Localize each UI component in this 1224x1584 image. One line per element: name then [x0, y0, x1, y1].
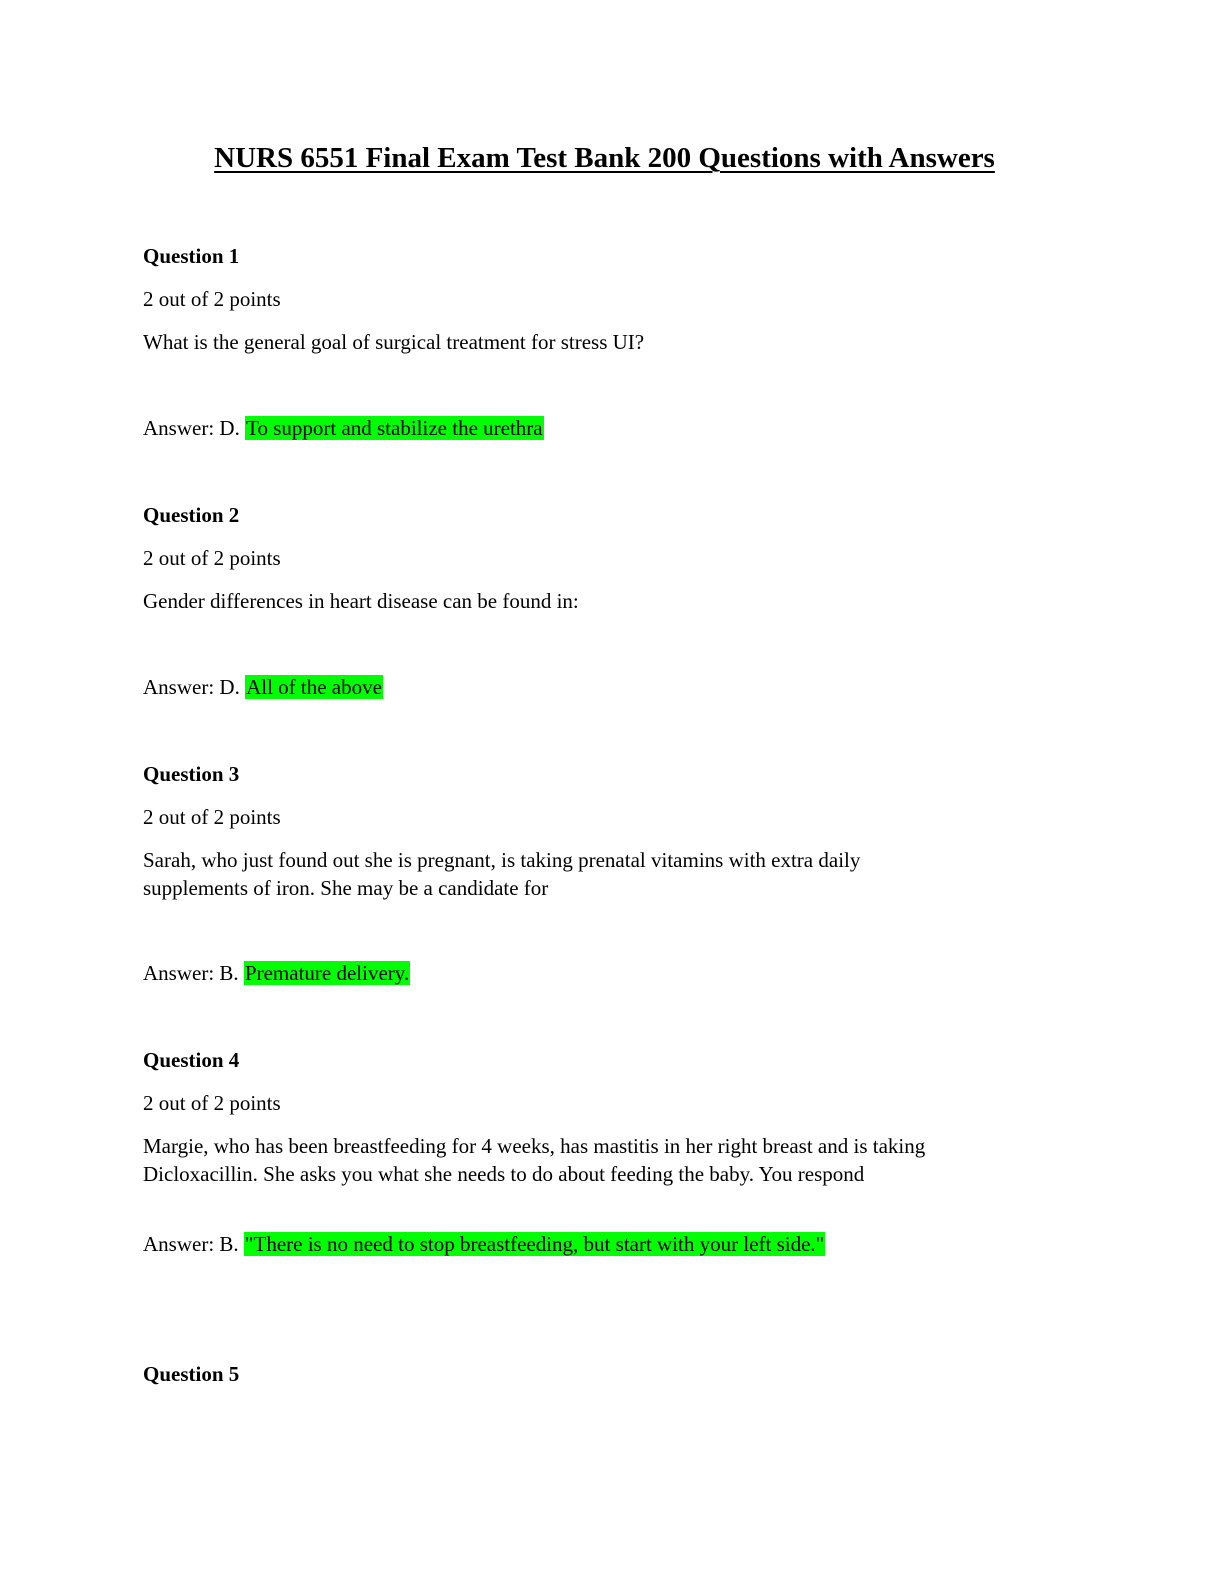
answer-prefix: Answer: D. [143, 416, 240, 440]
question-5-heading: Question 5 [143, 1362, 240, 1386]
question-4-text-line-2: Dicloxacillin. She asks you what she needs to do about feeding the baby. You respond [143, 1162, 865, 1186]
question-3-answer [143, 959, 410, 987]
question-1-points: 2 out of 2 points [143, 287, 281, 311]
question-3-text-line-1: Sarah, who just found out she is pregnant, is taking prenatal vitamins with extra daily [143, 848, 861, 872]
question-2-points: 2 out of 2 points [143, 546, 281, 570]
answer-highlight: All of the above [246, 675, 382, 699]
question-2-heading: Question 2 [143, 503, 240, 527]
answer-highlight: To support and stabilize the urethra [246, 416, 543, 440]
answer-highlight: "There is no need to stop breastfeeding, but start with your left side." [244, 1232, 825, 1256]
question-2-text: Gender differences in heart disease can be found in: [143, 589, 579, 613]
question-4-points: 2 out of 2 points [143, 1091, 281, 1115]
question-1-answer [143, 414, 544, 442]
answer-prefix: Answer: B. [143, 1232, 239, 1256]
answer-prefix: Answer: D. [143, 675, 240, 699]
question-1-heading: Question 1 [143, 244, 240, 268]
question-4-heading: Question 4 [143, 1048, 240, 1072]
question-4-text-line-1: Margie, who has been breastfeeding for 4 weeks, has mastitis in her right breast and is taking [143, 1134, 926, 1158]
question-3-points: 2 out of 2 points [143, 805, 281, 829]
question-3-text-line-2: supplements of iron. She may be a candidate for [143, 876, 549, 900]
answer-highlight: Premature delivery. [244, 961, 410, 985]
question-4-answer [143, 1230, 825, 1258]
question-1-text: What is the general goal of surgical treatment for stress UI? [143, 330, 645, 354]
question-3-heading: Question 3 [143, 762, 240, 786]
answer-prefix: Answer: B. [143, 961, 239, 985]
document-title: NURS 6551 Final Exam Test Bank 200 Questions with Answers [214, 142, 995, 174]
question-2-answer [143, 673, 383, 701]
